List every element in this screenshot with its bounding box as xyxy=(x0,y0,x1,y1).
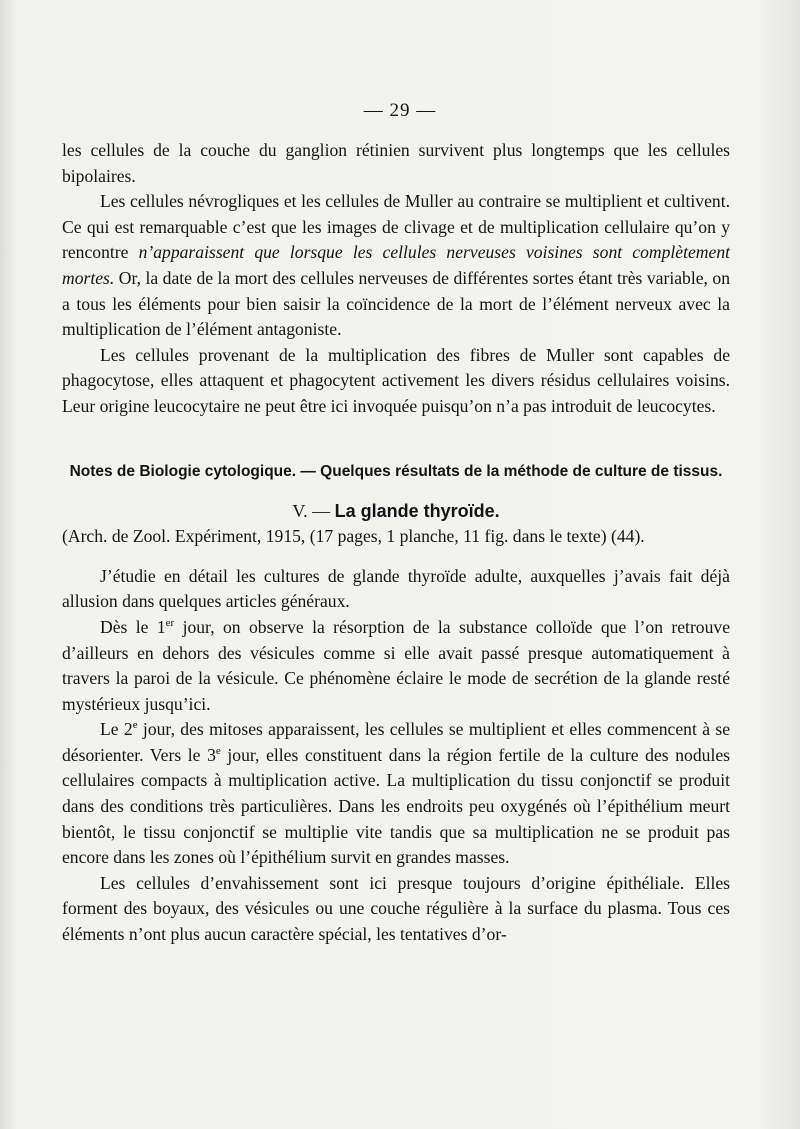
paragraph-thyroid-intro: J’étudie en détail les cultures de glande thyroïde adulte, auxquelles j’avais fait déjà allusion dans quelques articles généraux. xyxy=(62,565,730,612)
italic-emphasis: n’apparaissent que lorsque les cellules nerveuses voisines sont complètement mortes. xyxy=(62,242,730,288)
paragraph-day-one xyxy=(62,615,730,717)
paragraph-continuation: les cellules de la couche du ganglion rétinien survivent plus longtemps que les cellules bipolaires. xyxy=(62,140,730,186)
paragraph-day-two xyxy=(62,717,730,871)
paragraph-text: Dès le 1 xyxy=(100,616,166,637)
paragraph-invasion-cells: Les cellules d’envahissement sont ici presque toujours d’origine épithéliale. Elles forment des boyaux, des vésicules ou une couche régulière à la surface du plasma. Tous ces éléments n’ont plus aucun caractère spécial, les tentatives d’or- xyxy=(62,872,730,945)
paragraph-text: jour, des mitoses apparaissent, les cellules se multiplient et elles commencent à se désorienter. Vers le 3 xyxy=(62,719,730,765)
paragraph-text: Les cellules névrogliques et les cellules de Muller au contraire se multiplient et cultivent. Ce qui est remarquable c’est que les images de clivage et de multiplication cellulaire qu’on y rencontre xyxy=(62,191,730,263)
superscript: er xyxy=(165,617,175,630)
paragraph-text: Or, la date de la mort des cellules nerveuses de différentes sortes étant très variable, on a tous les éléments pour bien saisir la coïncidence de la mort de l’élément nerveux avec la multiplication de l’élément antagoniste. xyxy=(62,267,730,340)
bibliographic-reference: (Arch. de Zool. Expériment, 1915, (17 pages, 1 planche, 11 fig. dans le texte) (44). xyxy=(62,526,645,547)
paragraph-muller-cells xyxy=(62,189,730,343)
page-body xyxy=(62,138,730,948)
chapter-number: V. — xyxy=(292,500,335,521)
superscript: e xyxy=(215,745,221,758)
chapter-title: La glande thyroïde. xyxy=(334,500,500,521)
page-number: — 29 — xyxy=(363,100,437,121)
superscript: e xyxy=(132,719,138,732)
paragraph-text: Le 2 xyxy=(100,719,133,740)
paragraph-phagocytosis: Les cellules provenant de la multiplication des fibres de Muller sont capables de phagocytose, elles attaquent et phagocytent activement les divers résidus cellulaires voisins. Leur origine leucocytaire ne peut être ici invoquée puisqu’on n’a pas introduit de leucocytes. xyxy=(62,344,730,416)
chapter-heading xyxy=(62,499,730,525)
paragraph-text: jour, on observe la résorption de la substance colloïde que l’on retrouve d’ailleurs en dehors des vésicules comme si elle avait passé presque automatiquement à travers la paroi de la vésicule. Ce phénomène éclaire le mode de secrétion de la glande resté mystérieux jusqu’ici. xyxy=(62,616,730,714)
paragraph-text: jour, elles constituent dans la région fertile de la culture des nodules cellulaires compacts à multiplication active. La multiplication du tissu conjonctif se produit dans des conditions très particulières. Dans les endroits peu oxygénés où l’épithélium meurt bientôt, le tissu conjonctif se multiplie vite tandis que sa multiplication ne se produit pas encore dans les zones où l’épithélium survit en grandes masses. xyxy=(62,744,730,868)
section-heading: Notes de Biologie cytologique. — Quelques résultats de la méthode de culture de tissus. xyxy=(69,462,723,480)
